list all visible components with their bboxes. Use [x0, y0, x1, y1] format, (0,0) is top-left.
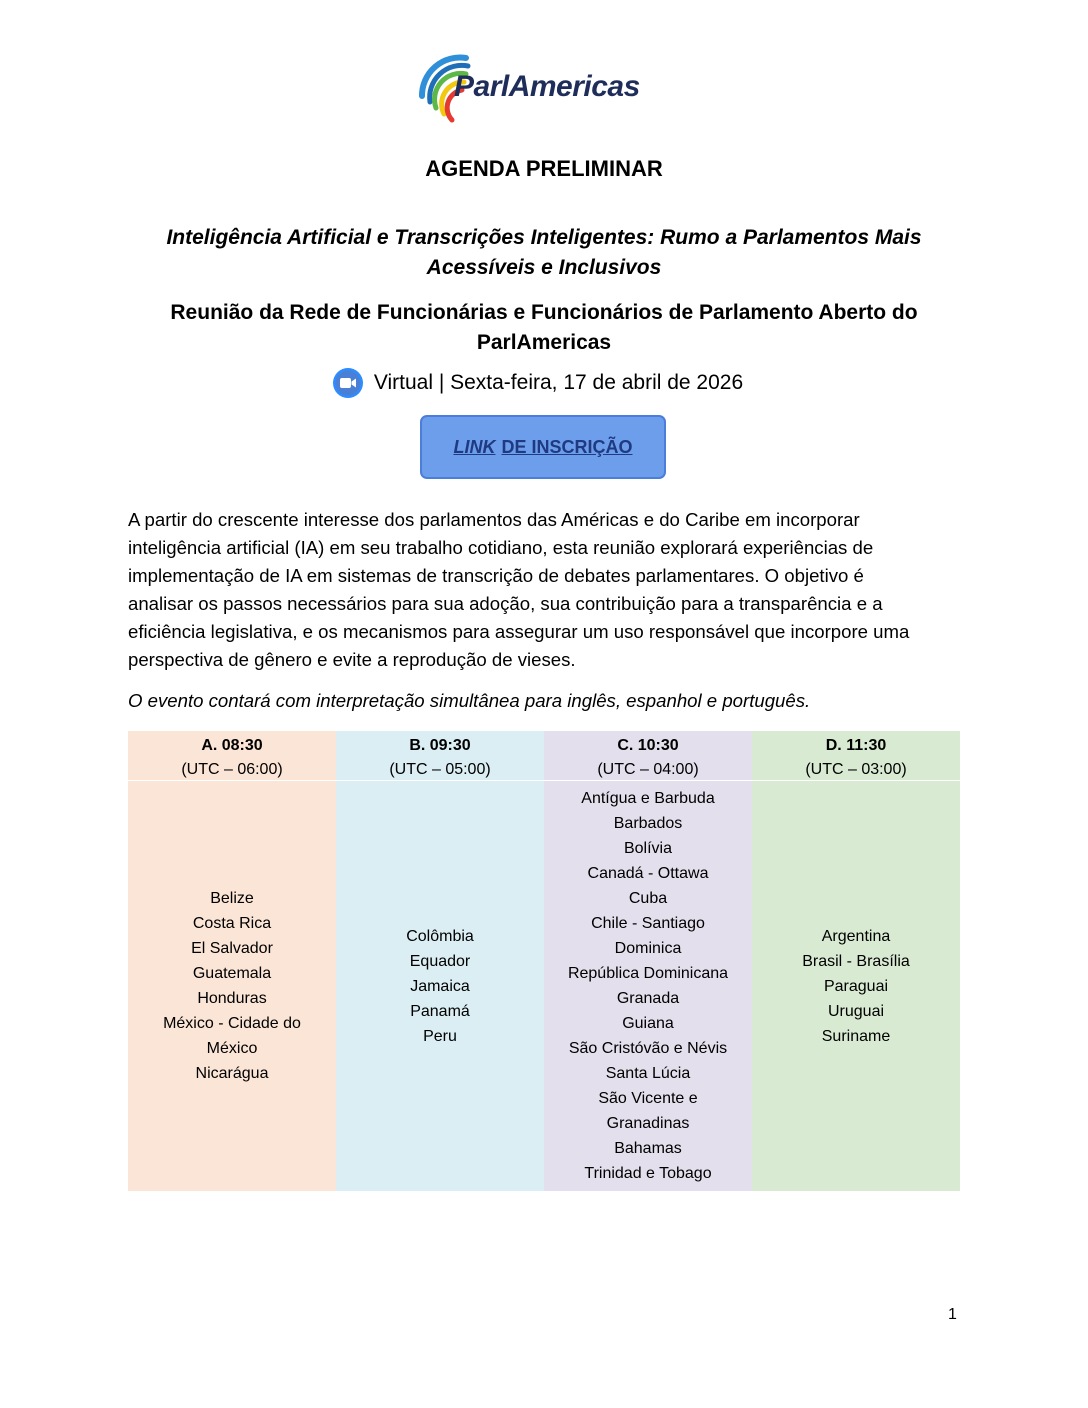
- timezone-header: [336, 731, 544, 781]
- timezone-slot: C. 10:30: [617, 737, 679, 754]
- intro-line: A partir do crescente interesse dos parlamentos das Américas e do Caribe em incorporar: [128, 509, 860, 530]
- video-camera-icon: [333, 368, 363, 398]
- country-item: Panamá: [410, 1002, 470, 1020]
- timezone-header: [544, 731, 752, 781]
- country-item: São Cristóvão e Névis: [568, 1040, 728, 1057]
- timezone-utc: (UTC – 05:00): [389, 761, 491, 778]
- country-item: Nicarágua: [195, 1065, 269, 1082]
- country-item: Antígua e Barbuda: [581, 790, 715, 807]
- country-item: Equador: [409, 952, 471, 970]
- timezone-countries: [752, 781, 960, 1191]
- country-item: Jamaica: [410, 977, 470, 995]
- timezone-column-d: [752, 731, 960, 1191]
- country-item: Colômbia: [406, 927, 474, 945]
- page-title: AGENDA PRELIMINAR: [425, 156, 663, 181]
- country-item: México - Cidade do: [163, 1015, 301, 1032]
- country-item: Bahamas: [614, 1140, 682, 1157]
- interpretation-note: O evento contará com interpretação simultânea para inglês, espanhol e português.: [128, 690, 811, 711]
- country-item: São Vicente e: [598, 1090, 698, 1107]
- country-item: Argentina: [821, 927, 891, 945]
- country-item: Dominica: [614, 940, 682, 957]
- timezone-countries: [544, 781, 752, 1191]
- country-item: Costa Rica: [192, 915, 272, 932]
- event-subtitle: Inteligência Artificial e Transcrições Inteligentes: Rumo a Parlamentos Mais Acessíveis e Inclusivos: [166, 226, 922, 279]
- timezone-header: [128, 731, 336, 781]
- country-item: Honduras: [197, 990, 267, 1007]
- country-item: Granada: [616, 990, 680, 1007]
- registration-link-rest: DE INSCRIÇÃO: [501, 436, 633, 457]
- intro-line: perspectiva de gênero e evite a reprodução de vieses.: [128, 649, 576, 670]
- country-item: Cuba: [628, 890, 668, 907]
- event-date-text: Virtual | Sexta-feira, 17 de abril de 2026: [373, 371, 744, 394]
- timezone-utc: (UTC – 06:00): [181, 761, 283, 778]
- country-item: Chile - Santiago: [591, 915, 705, 932]
- intro-line: implementação de IA em sistemas de transcrição de debates parlamentares. O objetivo é: [128, 565, 864, 586]
- timezone-column-a: [128, 731, 336, 1191]
- logo-wordmark: ParlAmericas: [454, 70, 640, 103]
- intro-line: analisar os passos necessários para sua adoção, sua contribuição para a transparência e a: [128, 593, 883, 614]
- registration-link-word: LINK: [453, 436, 496, 457]
- country-item: Brasil - Brasília: [802, 952, 910, 970]
- country-item: Uruguai: [827, 1002, 885, 1020]
- country-item: México: [206, 1040, 258, 1057]
- country-item: Guatemala: [192, 965, 272, 982]
- country-item: Barbados: [613, 815, 683, 832]
- country-item: Canadá - Ottawa: [587, 865, 709, 882]
- page-number: 1: [948, 1306, 957, 1323]
- timezone-utc: (UTC – 03:00): [805, 761, 907, 778]
- timezone-header: [752, 731, 960, 781]
- country-item: Trinidad e Tobago: [584, 1165, 712, 1182]
- country-item: Guiana: [622, 1015, 674, 1032]
- timezone-utc: (UTC – 04:00): [597, 761, 699, 778]
- country-item: El Salvador: [191, 940, 273, 957]
- country-item: Belize: [210, 890, 254, 907]
- timezone-column-b: [336, 731, 544, 1191]
- timezone-slot: D. 11:30: [825, 737, 887, 754]
- timezone-countries: [128, 781, 336, 1191]
- timezone-slot: B. 09:30: [409, 737, 471, 754]
- intro-line: inteligência artificial (IA) em seu trabalho cotidiano, esta reunião explorará experiências de: [128, 537, 874, 558]
- intro-paragraph: [128, 506, 958, 674]
- meeting-name: Reunião da Rede de Funcionárias e Funcionários de Parlamento Aberto do ParlAmericas: [170, 301, 918, 354]
- country-item: Santa Lúcia: [605, 1065, 691, 1082]
- registration-link-button[interactable]: [420, 415, 666, 479]
- timezone-column-c: [544, 731, 752, 1191]
- country-item: Suriname: [821, 1027, 891, 1045]
- country-item: República Dominicana: [567, 965, 729, 982]
- country-item: Granadinas: [606, 1115, 690, 1132]
- country-item: Bolívia: [623, 840, 673, 857]
- timezone-table: [128, 731, 960, 1191]
- country-item: Peru: [423, 1027, 457, 1045]
- timezone-countries: [336, 781, 544, 1191]
- country-item: Paraguai: [823, 977, 889, 995]
- timezone-slot: A. 08:30: [201, 737, 263, 754]
- event-date-line: [0, 368, 1088, 398]
- intro-line: eficiência legislativa, e os mecanismos para assegurar um uso responsável que incorpore uma: [128, 621, 910, 642]
